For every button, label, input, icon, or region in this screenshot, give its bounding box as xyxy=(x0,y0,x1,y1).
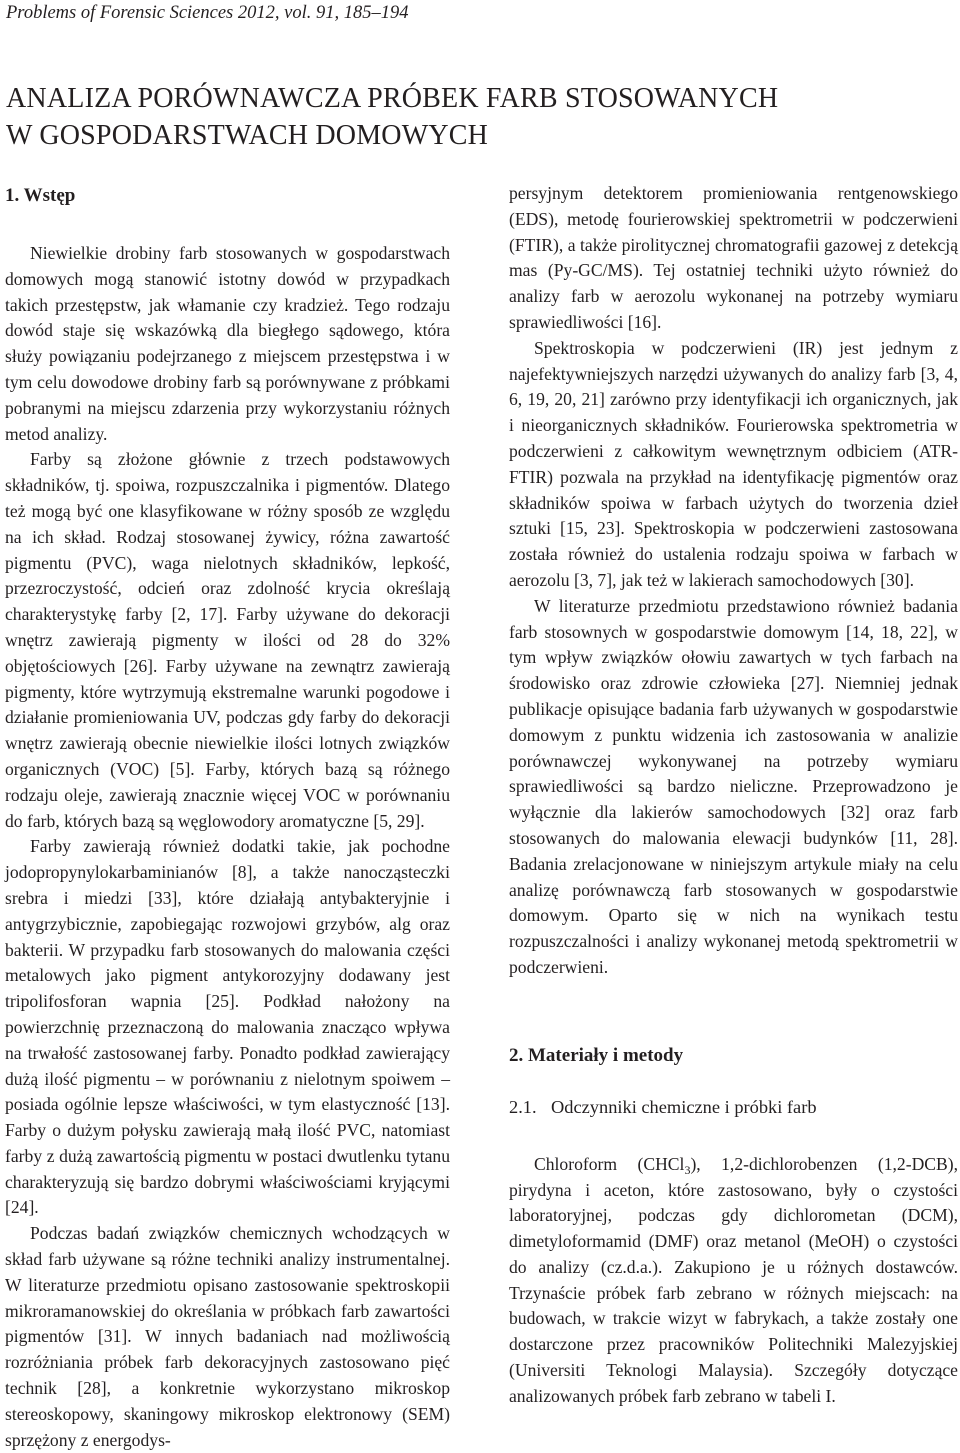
methods-text-b: ), 1,2-dichlorobenzen (1,2-DCB), pirydyna i aceton, które zastosowano, były o czystości laboratoryjnej, podczas gdy dichlorometan (DCM), dimetyloformamid (DMF) oraz metanol (MeOH) o czystości do analizy (cz.d.a.). Zakupiono je u różnych dostawców. Trzynaście próbek farb zebrano w różnych miejscach: na budowach, w trakcie wizyt w fabrykach, a także zostały one dostarczone przez pracowników Politechniki Malezyjskiej (Universiti Teknologi Malaysia). Szczegóły dotyczące analizowanych próbek farb zebrano w tabeli I. xyxy=(509,1153,958,1406)
subscript-3: 3 xyxy=(684,1162,691,1177)
right-paragraph-1: persyjnym detektorem promieniowania rentgenowskiego (EDS), metodę fourierowskiej spektrometrii w podczerwieni (FTIR), a także pirolitycznej chromatografii gazowej z detekcją mas (Py-GC/MS). Tej ostatniej techniki użyto również do analizy farb w aerozolu wykonanej na potrzeby wymiaru sprawiedliwości [16]. xyxy=(509,183,958,332)
running-head: Problems of Forensic Sciences 2012, vol. 91, 185–194 xyxy=(6,3,409,23)
right-paragraph-3: W literaturze przedmiotu przedstawiono również badania farb stosownych w gospodarstwie domowym [14, 18, 22], w tym wpływ związków ołowiu zawartych w tych farbach na środowisko oraz zdrowie człowieka [27]. Niemniej jednak publikacje opisujące badania farb używanych w gospodarstwie domowym z punktu widzenia ich zastosowania w analizie porównawczej wykonywanej na potrzeby wymiaru sprawiedliwości są bardzo nieliczne. Przeprowadzono je wyłącznie dla lakierów samochodowych [32] oraz farb stosowanych do malowania elewacji budynków [11, 28]. Badania zrelacjonowane w niniejszym artykule miały na celu analizę porównawczą farb stosowanych w gospodarstwie domowym. Oparto się w nich na wynikach testu rozpuszczalności i analizy wykonanej metodą spektrometrii w podczerwieni. xyxy=(509,595,958,977)
right-paragraph-2: Spektroskopia w podczerwieni (IR) jest jednym z najefektywniejszych narzędzi używanych do analizy farb [3, 4, 6, 19, 20, 21] zarówno przy identyfikacji ich organicznych, jak i nieorganicznych składników. Fourierowska spektrometria w podczerwieni z całkowitym wewnętrznym odbiciem (ATR-FTIR) pozwala na przykład na identyfikację pigmentów oraz składników spoiwa w farbach użytych do tworzenia dzieł sztuki [15, 23]. Spektroskopia w podczerwieni zastosowana została również do ustalenia rodzaju spoiwa w farbach w aerozolu [3, 7], jak też w lakierach samochodowych [30]. xyxy=(509,337,958,590)
section-heading-methods: 2. Materiały i metody xyxy=(509,1044,684,1066)
article-title xyxy=(6,80,956,154)
methods-text-a: Chloroform (CHCl xyxy=(534,1153,685,1174)
subsection-title: Odczynniki chemiczne i próbki farb xyxy=(551,1096,817,1117)
right-column xyxy=(509,181,958,1410)
intro-paragraph-3: Farby zawierają również dodatki takie, jak pochodne jodopropynylokarbaminianów [8], a także nanocząsteczki srebra i miedzi [33], które działają antybakteryjnie i antygrzybicznie, zapobiegając rozwojowi grzybów, alg oraz bakterii. W przypadku farb stosowanych do malowania części metalowych jako pigment antykorozyjny dodawany jest tripolifosforan wapnia [25]. Podkład nałożony na powierzchnię przeznaczoną do malowania znacząco wpływa na trwałość zastosowanej farby. Ponadto podkład zawierający dużą ilość pigmentu – w porównaniu z nielotnym spoiwem – posiada ogólnie lepsze właściwości, w tym elastyczność [13]. Farby o dużym połysku zawierają małą ilość PVC, natomiast farby z dużą zawartością pigmentu w postaci dwutlenku tytanu charakteryzują się bardzo dobrymi właściwościami kryjącymi [24]. xyxy=(5,836,450,1218)
intro-paragraph-4: Podczas badań związków chemicznych wchodzących w skład farb używane są różne techniki analizy instrumentalnej. W literaturze przedmiotu opisano zastosowanie spektroskopii mikroramanowskiej do określania w próbkach farb zawartości pigmentów [31]. W innych badaniach nad możliwością rozróżniania próbek farb dekoracyjnych zastosowano pięć technik [28], a konkretnie wykorzystano mikroskop stereoskopowy, skaningowy mikroskop elektronowy (SEM) sprzężony z energodys- xyxy=(5,1223,450,1450)
subsection-heading-reagents xyxy=(509,1092,958,1122)
section-heading-intro: 1. Wstęp xyxy=(5,185,76,206)
intro-paragraph-1: Niewielkie drobiny farb stosowanych w gospodarstwach domowych mogą stanowić istotny dowód w przypadkach takich przestępstw, jak włamanie czy kradzież. Tego rodzaju dowód staje się wskazówką dla biegłego sądowego, która służy powiązaniu podejrzanego z miejscem przestępstwa i w tym celu dowodowe drobiny farb są porównywane z próbkami pobranymi na miejscu zdarzenia przy wykorzystaniu różnych metod analizy. xyxy=(5,243,450,444)
title-line-2: W GOSPODARSTWACH DOMOWYCH xyxy=(6,120,489,151)
methods-paragraph-1 xyxy=(509,1152,958,1410)
left-column xyxy=(5,181,450,1453)
intro-paragraph-2: Farby są złożone głównie z trzech podstawowych składników, tj. spoiwa, rozpuszczalnika i pigmentów. Dlatego też mogą być one klasyfikowane w różny sposób ze względu na ich skład. Rodzaj stosowanej żywicy, różna zawartość pigmentu (PVC), waga nielotnych składników, lepkość, przezroczystość, odcień oraz zdolność krycia określają charakterystykę farby [2, 17]. Farby używane do dekoracji wnętrz zawierają pigmenty w ilości od 28 do 32% objętościowych [26]. Farby używane na zewnątrz zawierają pigmenty, które wytrzymują ekstremalne warunki pogodowe i działanie promieniowania UV, podczas gdy farby do dekoracji wnętrz zawierają obecnie niewielkie ilości lotnych związków organicznych (VOC) [5]. Farby, których bazą są różnego rodzaju oleje, zawierają znacznie więcej VOC w porównaniu do farb, których bazą są węglowodory aromatyczne [5, 29]. xyxy=(5,449,450,831)
subsection-number: 2.1. xyxy=(509,1096,537,1117)
title-line-1: ANALIZA PORÓWNAWCZA PRÓBEK FARB STOSOWANYCH xyxy=(6,83,779,114)
